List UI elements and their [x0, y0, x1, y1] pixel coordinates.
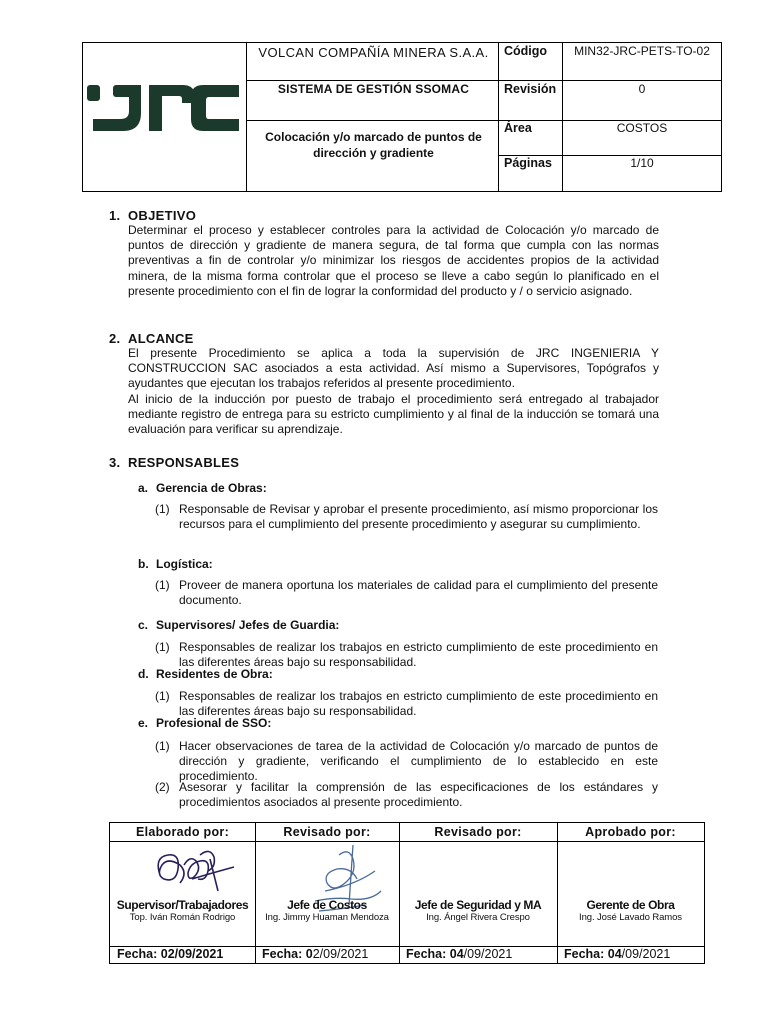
- signer-name: Top. Iván Román Rodrigo: [129, 912, 236, 923]
- date-value: 2/09/2021: [312, 947, 369, 961]
- section-number: 3.: [109, 455, 121, 470]
- revision-value: 0: [638, 82, 646, 96]
- list-item: [155, 739, 658, 784]
- date-label: Fecha: 02/09/2021: [117, 947, 224, 961]
- list-item: [155, 502, 658, 532]
- item-number: (1): [155, 502, 170, 516]
- area-label: Área: [504, 121, 532, 135]
- signature-date: [406, 947, 512, 961]
- pages-value: 1/10: [630, 156, 654, 170]
- section-heading: [109, 331, 659, 346]
- signature-column-revisado-seguridad: [399, 823, 557, 963]
- signature-header: Revisado por:: [434, 825, 522, 839]
- signer-role: Jefe de Costos: [287, 898, 367, 912]
- section-heading: [109, 208, 659, 223]
- subsection-residentes: [138, 667, 658, 681]
- subsection-letter: b.: [138, 557, 149, 571]
- signer-name: Ing. José Lavado Ramos: [579, 912, 682, 923]
- item-text: Responsable de Revisar y aprobar el presente procedimiento, así mismo proporcionar los recursos para el cumplimiento del presente procedimiento y asegurar su cumplimiento.: [179, 502, 658, 531]
- date-label: Fecha: 04: [564, 947, 622, 961]
- signer-role: Jefe de Seguridad y MA: [414, 898, 542, 912]
- signer-role: Supervisor/Trabajadores: [116, 898, 249, 912]
- list-item: [155, 578, 658, 608]
- signer-name: Ing. Ángel Rivera Crespo: [426, 912, 530, 923]
- section-responsables: [109, 455, 659, 470]
- list-item: [155, 689, 658, 719]
- subsection-letter: c.: [138, 618, 149, 632]
- jrc-logo: [83, 43, 247, 191]
- section-objetivo: [109, 208, 659, 299]
- signature-header: Revisado por:: [283, 825, 371, 839]
- signature-column-aprobado: [557, 823, 704, 963]
- signature-date: [262, 947, 368, 961]
- signer-name: Ing. Jimmy Huaman Mendoza: [265, 912, 389, 923]
- pages-label: Páginas: [504, 156, 552, 170]
- revision-label: Revisión: [504, 82, 557, 96]
- code-value: MIN32-JRC-PETS-TO-02: [574, 44, 710, 58]
- area-value: COSTOS: [616, 121, 668, 135]
- signature-date: [564, 947, 670, 961]
- subsection-gerencia: [138, 481, 658, 495]
- subsection-title: Profesional de SSO:: [156, 716, 272, 730]
- item-number: (2): [155, 780, 170, 794]
- handwritten-signature-icon: [140, 845, 250, 905]
- section-title: OBJETIVO: [128, 208, 197, 223]
- subsection-letter: a.: [138, 481, 149, 495]
- list-item: [155, 780, 658, 810]
- signature-column-revisado-costos: [255, 823, 399, 963]
- item-number: (1): [155, 689, 170, 703]
- date-value: /09/2021: [621, 947, 671, 961]
- section-number: 2.: [109, 331, 121, 346]
- alcance-text-1: El presente Procedimiento se aplica a toda la supervisión de JRC INGENIERIA Y CONSTRUCCION SAC asociados a esta actividad. Así mismo a Supervisores, Topógrafos y ayudantes que ejecutan los trabajos referidos al presente procedimiento.: [128, 346, 659, 391]
- subsection-title: Residentes de Obra:: [156, 667, 273, 681]
- subsection-supervisores: [138, 618, 658, 632]
- item-text: Proveer de manera oportuna los materiales de calidad para el cumplimiento del presente documento.: [179, 578, 658, 607]
- date-label: Fecha: 0: [262, 947, 313, 961]
- subsection-title: Supervisores/ Jefes de Guardia:: [156, 618, 340, 632]
- section-title: ALCANCE: [128, 331, 194, 346]
- item-text: Responsables de realizar los trabajos en estricto cumplimiento de este procedimiento en las diferentes áreas bajo su responsabilidad.: [179, 640, 658, 669]
- section-alcance: [109, 331, 659, 437]
- company-name: VOLCAN COMPAÑÍA MINERA S.A.A.: [258, 45, 489, 60]
- management-system: SISTEMA DE GESTIÓN SSOMAC: [277, 82, 470, 96]
- document-header: [82, 42, 722, 192]
- alcance-text-2: Al inicio de la inducción por puesto de trabajo el procedimiento será entregado al trabajador mediante registro de entrega para su estricto cumplimiento y al final de la inducción se tomará una evaluación para verificar su aprendizaje.: [128, 391, 659, 437]
- item-number: (1): [155, 578, 170, 592]
- signature-header: Elaborado por:: [135, 825, 230, 839]
- item-text: Hacer observaciones de tarea de la actividad de Colocación y/o marcado de puntos de dirección y gradiente, verificando el cumplimiento de lo establecido en este procedimiento.: [179, 739, 658, 783]
- subsection-letter: e.: [138, 716, 149, 730]
- signature-header: Aprobado por:: [585, 825, 676, 839]
- list-item: [155, 640, 658, 670]
- signature-column-elaborado: [110, 823, 255, 963]
- subsection-sso: [138, 716, 658, 730]
- item-number: (1): [155, 640, 170, 654]
- item-text: Responsables de realizar los trabajos en estricto cumplimiento de este procedimiento en las diferentes áreas bajo su responsabilidad.: [179, 689, 658, 718]
- section-title: RESPONSABLES: [128, 455, 240, 470]
- date-label: Fecha: 04: [406, 947, 464, 961]
- code-label: Código: [504, 44, 548, 58]
- date-value: /09/2021: [463, 947, 513, 961]
- section-number: 1.: [109, 208, 121, 223]
- subsection-title: Gerencia de Obras:: [156, 481, 267, 495]
- signer-role: Gerente de Obra: [586, 898, 675, 912]
- document-title: Colocación y/o marcado de puntos de dirección y gradiente: [265, 130, 482, 160]
- section-heading: [109, 455, 659, 470]
- signature-table: [109, 822, 705, 964]
- subsection-title: Logística:: [156, 557, 213, 571]
- signature-date: [117, 947, 223, 961]
- item-number: (1): [155, 739, 170, 753]
- item-text: Asesorar y facilitar la comprensión de las especificaciones de los estándares y procedimientos asociados al presente procedimiento.: [179, 780, 658, 809]
- objetivo-text: Determinar el proceso y establecer controles para la actividad de Colocación y/o marcado de puntos de dirección y gradiente de manera segura, de tal forma que cumpla con las normas preventivas a fin de controlar y/o minimizar los riesgos de accidentes propios de la actividad minera, de la misma forma controlar que el proceso se lleve a cabo según lo planificado en el presente procedimiento con el fin de lograr la conformidad del producto y / o servicio asignado.: [128, 223, 659, 298]
- jrc-logo-icon: [83, 43, 247, 191]
- subsection-letter: d.: [138, 667, 149, 681]
- subsection-logistica: [138, 557, 658, 571]
